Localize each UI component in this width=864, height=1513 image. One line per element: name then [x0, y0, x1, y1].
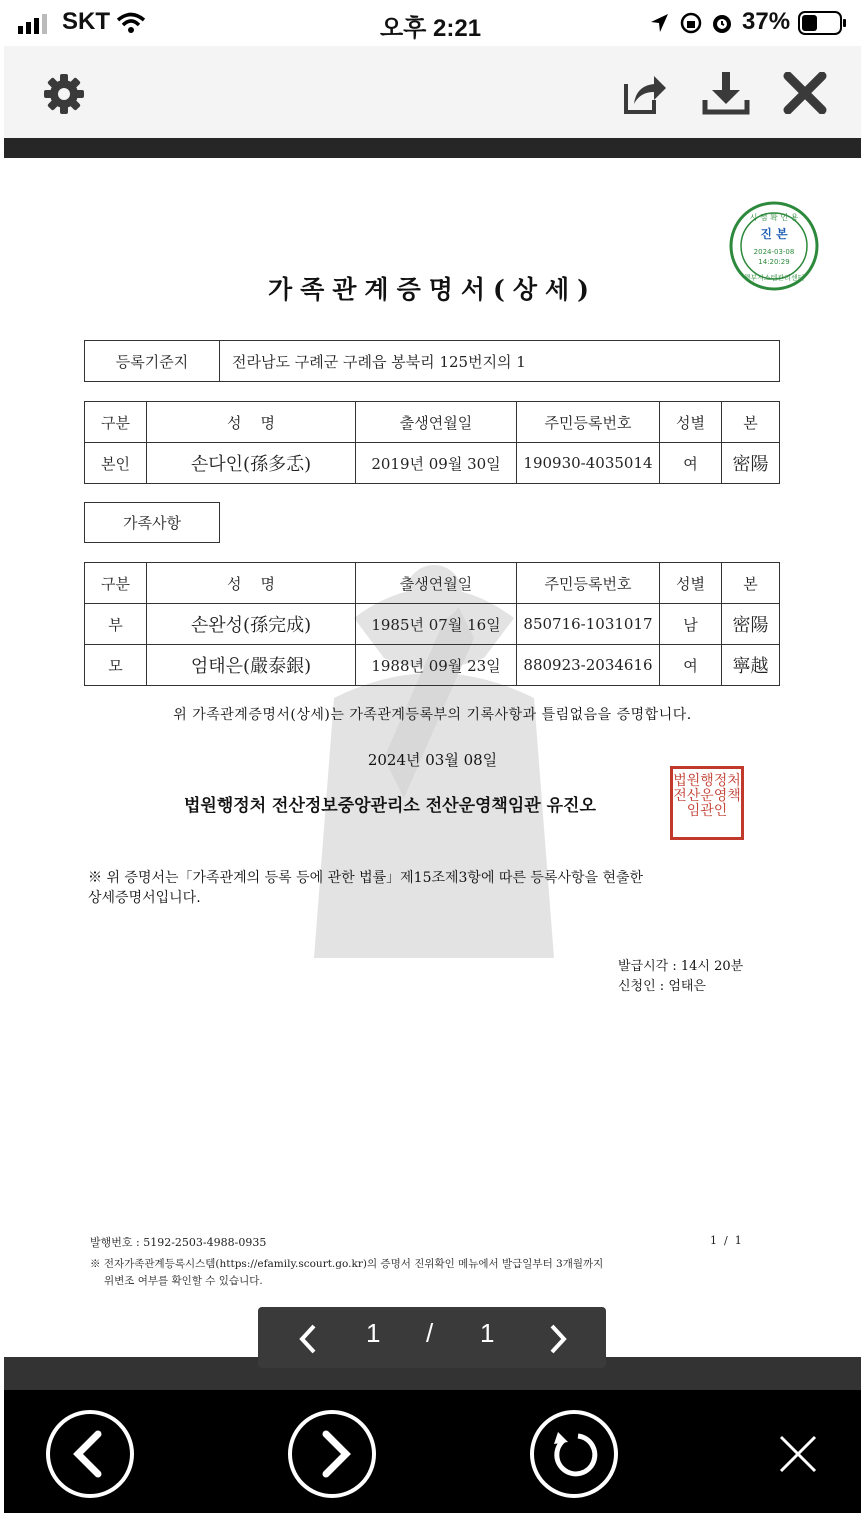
carrier-label: SKT	[62, 8, 110, 35]
alarm-icon	[710, 11, 734, 35]
header-cell: 성별	[660, 402, 722, 443]
rotation-lock-icon	[680, 12, 702, 34]
applicant: 신청인 : 엄태은	[618, 979, 706, 994]
cell: 본인	[85, 443, 147, 484]
official-seal: 법원행정처전산운영책임관인	[670, 766, 744, 840]
cell: 모	[85, 645, 147, 686]
registration-table	[84, 340, 780, 382]
top-toolbar	[4, 46, 861, 138]
certify-text: 위 가족관계증명서(상세)는 가족관계등록부의 기록사항과 틀림없음을 증명합니다.	[173, 707, 692, 723]
table-row	[85, 443, 780, 484]
header-cell: 출생연월일	[356, 402, 517, 443]
toolbar-divider	[4, 138, 861, 158]
family-label: 가족사항	[85, 503, 220, 543]
reg-label: 등록기준지	[85, 341, 220, 382]
cell: 880923-2034616	[517, 645, 660, 686]
header-cell: 본	[722, 563, 780, 604]
document-title: 가족관계증명서(상세)	[267, 275, 597, 304]
document-page	[4, 158, 861, 1357]
reg-value: 전라남도 구례군 구례읍 봉북리 125번지의 1	[220, 341, 780, 382]
next-page-icon[interactable]	[546, 1323, 570, 1355]
cell: 부	[85, 604, 147, 645]
battery-label: 37%	[742, 8, 791, 35]
back-button[interactable]	[46, 1410, 134, 1498]
gear-icon[interactable]	[42, 72, 86, 116]
pager-current: 1	[366, 1318, 381, 1348]
family-table	[84, 562, 780, 686]
footer-line-1: ※ 전자가족관계등록시스템(https://efamily.scourt.go.kr)의 증명서 진위확인 메뉴에서 발급일부터 3개월까지	[90, 1258, 604, 1270]
cell: 남	[660, 604, 722, 645]
cell: 여	[660, 645, 722, 686]
header-cell: 출생연월일	[356, 563, 517, 604]
header-cell: 성 명	[147, 563, 356, 604]
stamp-bottom-text: 행부시스템관리센터	[743, 274, 805, 282]
table-row	[85, 645, 780, 686]
back-icon	[68, 1430, 112, 1478]
cell: 1985년 07월 16일	[356, 604, 517, 645]
page-pager	[258, 1307, 606, 1368]
self-table	[84, 401, 780, 484]
bottom-navigation-bar	[4, 1390, 861, 1513]
reload-icon	[548, 1428, 600, 1480]
download-icon[interactable]	[702, 70, 750, 116]
cell: 손다인(孫多忎)	[147, 443, 356, 484]
header-cell: 구분	[85, 563, 147, 604]
footer-line-2: 위변조 여부를 확인할 수 있습니다.	[104, 1275, 263, 1287]
stamp-top-text: 시 점 확 인 용	[749, 213, 799, 222]
cell: 엄태은(嚴泰銀)	[147, 645, 356, 686]
family-label-box	[84, 502, 220, 543]
header-cell: 본	[722, 402, 780, 443]
issue-number: 발행번호 : 5192-2503-4988-0935	[90, 1236, 267, 1249]
table-row	[85, 604, 780, 645]
header-cell: 주민등록번호	[517, 563, 660, 604]
clock-label: 오후 2:21	[380, 15, 482, 42]
cell: 密陽	[722, 443, 780, 484]
forward-icon	[314, 1430, 358, 1478]
stamp-time: 14:20:29	[758, 258, 790, 266]
battery-icon	[798, 11, 848, 35]
note-line-2: 상세증명서입니다.	[88, 890, 201, 906]
header-cell: 구분	[85, 402, 147, 443]
cell: 손완성(孫完成)	[147, 604, 356, 645]
issue-time: 발급시각 : 14시 20분	[618, 959, 744, 974]
header-cell: 성 명	[147, 402, 356, 443]
signal-icon	[18, 14, 52, 34]
forward-button[interactable]	[288, 1410, 376, 1498]
cell: 寧越	[722, 645, 780, 686]
header-cell: 주민등록번호	[517, 402, 660, 443]
prev-page-icon[interactable]	[296, 1323, 320, 1355]
wifi-icon	[116, 12, 146, 34]
note-line-1: ※ 위 증명서는「가족관계의 등록 등에 관한 법률」제15조제3항에 따른 등록사항을 현출한	[88, 870, 644, 886]
cell: 1988년 09월 23일	[356, 645, 517, 686]
close-icon[interactable]	[778, 1434, 818, 1474]
cell: 密陽	[722, 604, 780, 645]
issuer-line: 법원행정처 전산정보중앙관리소 전산운영책임관 유진오	[184, 796, 596, 816]
reload-button[interactable]	[530, 1410, 618, 1498]
issue-date: 2024년 03월 08일	[367, 751, 498, 769]
cell: 2019년 09월 30일	[356, 443, 517, 484]
location-icon	[650, 13, 670, 33]
cell: 850716-1031017	[517, 604, 660, 645]
header-cell: 성별	[660, 563, 722, 604]
stamp-main-text: 진 본	[760, 227, 788, 241]
share-icon[interactable]	[622, 70, 670, 116]
status-bar	[0, 0, 864, 46]
close-icon[interactable]	[782, 72, 828, 114]
page-indicator: 1 / 1	[710, 1234, 742, 1247]
cell: 여	[660, 443, 722, 484]
pager-separator: /	[426, 1318, 434, 1348]
pager-total: 1	[480, 1318, 495, 1348]
stamp-date: 2024-03-08	[753, 248, 795, 256]
cell: 190930-4035014	[517, 443, 660, 484]
